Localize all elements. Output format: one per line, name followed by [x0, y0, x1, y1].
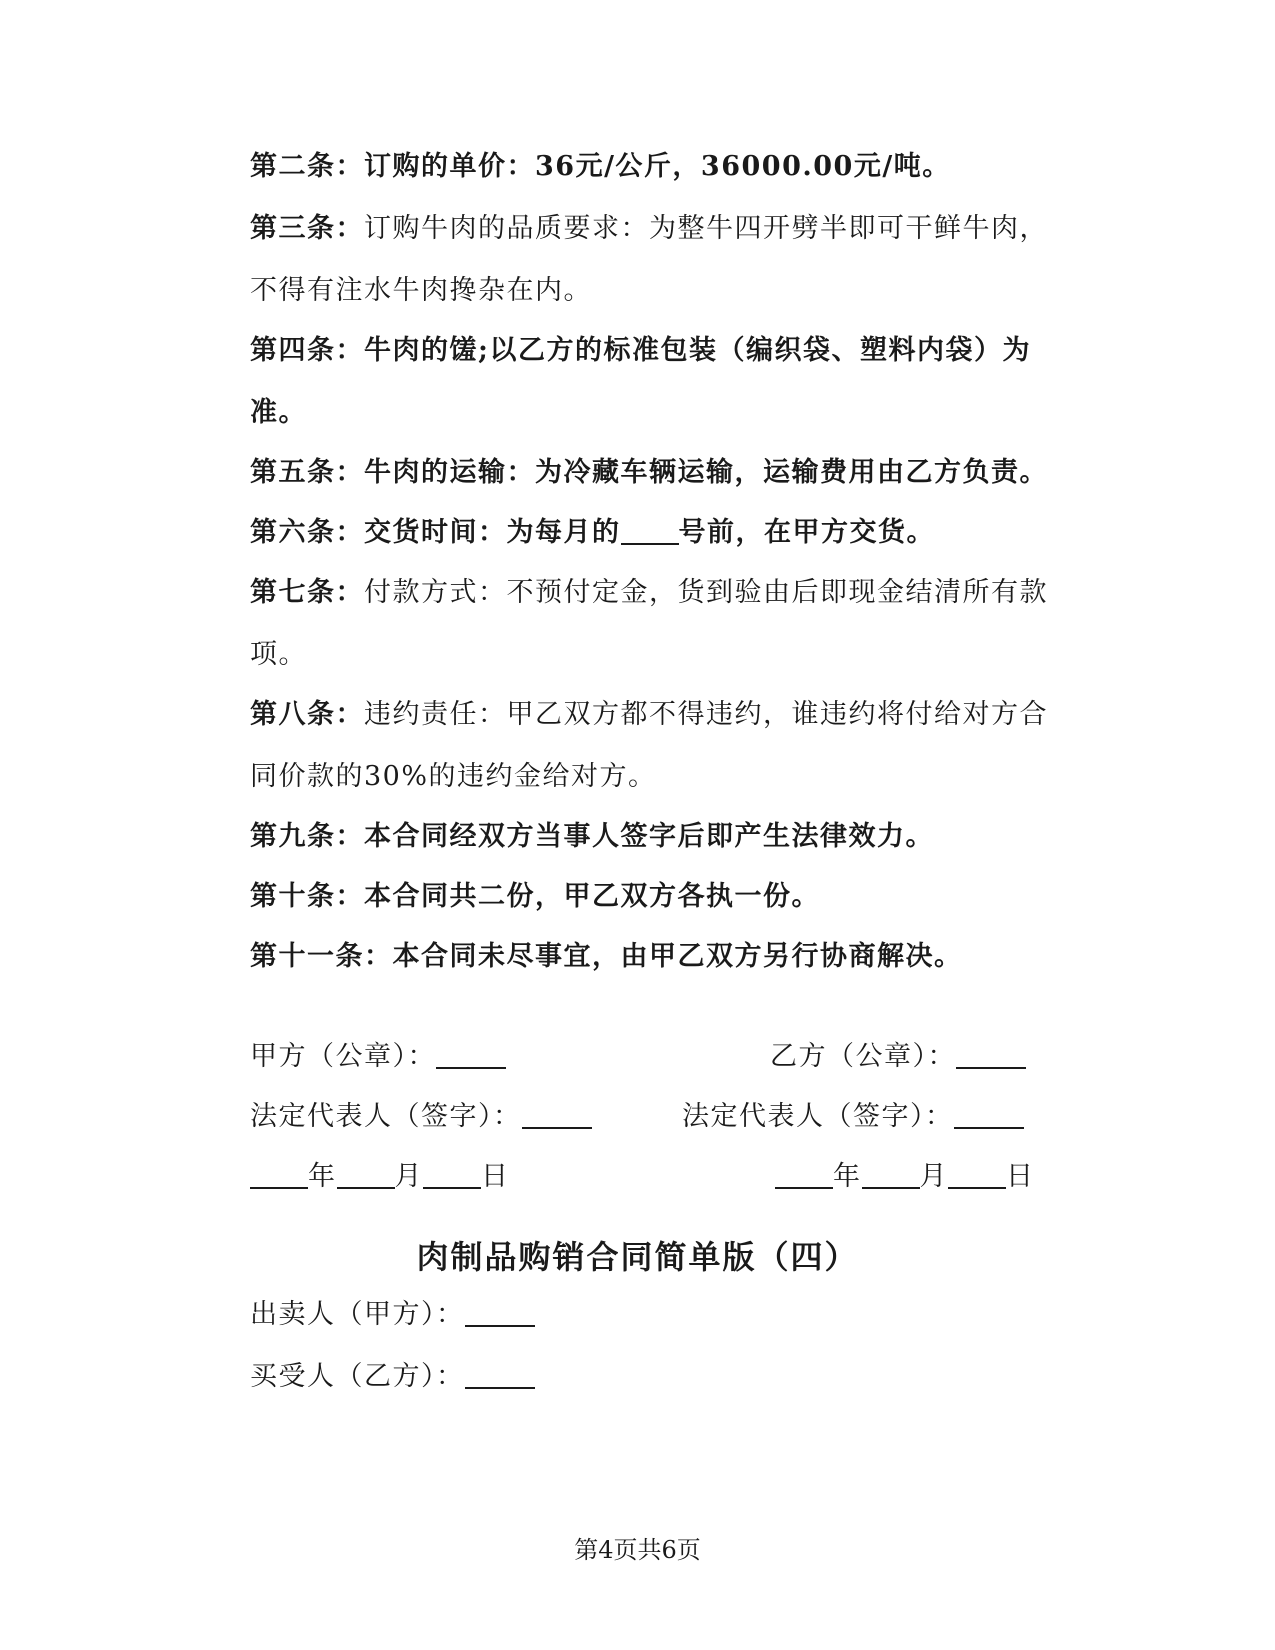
clause-label: 第五条： — [250, 457, 364, 488]
year-label: 年 — [308, 1161, 337, 1192]
party-b-seal-label: 乙方（公章）： — [770, 1041, 956, 1072]
buyer-row — [250, 1357, 535, 1397]
clause-text: 付款方式：不预付定金，货到验由后即现金结清所有款项。 — [250, 577, 1048, 670]
clause-4 — [190, 320, 1070, 444]
clause-label: 第十条： — [250, 881, 364, 912]
clause-text-after: 号前，在甲方交货。 — [678, 517, 935, 548]
day-blank — [948, 1161, 1006, 1189]
party-a-seal-label: 甲方（公章）： — [250, 1041, 436, 1072]
clause-text: 本合同经双方当事人签字后即产生法律效力。 — [364, 821, 934, 852]
buyer-blank — [465, 1361, 535, 1389]
month-label: 月 — [394, 1161, 423, 1192]
party-b-rep-row — [682, 1097, 1024, 1137]
clause-label: 第七条： — [250, 577, 364, 608]
clause-8 — [190, 684, 1070, 808]
clause-2 — [190, 136, 1070, 198]
party-b-rep-blank — [954, 1101, 1024, 1129]
clause-6 — [190, 502, 1070, 564]
clause-text: 订购牛肉的品质要求：为整牛四开劈半即可干鲜牛肉，不得有注水牛肉搀杂在内。 — [250, 213, 1048, 306]
section-title: 肉制品购销合同简单版（四） — [416, 1238, 859, 1276]
party-b-seal-blank — [956, 1041, 1026, 1069]
month-blank — [337, 1161, 395, 1189]
year-blank — [250, 1161, 308, 1189]
party-b-rep-label: 法定代表人（签字）： — [682, 1101, 954, 1132]
clause-text: 订购的单价：36元/公斤，36000.00元/吨。 — [364, 151, 951, 182]
clause-5 — [190, 442, 1070, 504]
party-b-date-row — [775, 1157, 1035, 1197]
year-blank — [775, 1161, 833, 1189]
seller-row — [250, 1295, 535, 1335]
seller-blank — [465, 1299, 535, 1327]
clause-label: 第六条： — [250, 517, 364, 548]
month-blank — [862, 1161, 920, 1189]
day-label: 日 — [481, 1161, 510, 1192]
party-a-date-row — [250, 1157, 510, 1197]
clause-label: 第十一条： — [250, 941, 393, 972]
clause-9 — [190, 806, 1070, 868]
clause-label: 第三条： — [250, 213, 364, 244]
delivery-day-blank — [621, 517, 679, 545]
page-footer: 第4页共6页 — [574, 1536, 701, 1564]
clause-label: 第八条： — [250, 699, 364, 730]
clause-text: 本合同未尽事宜，由甲乙双方另行协商解决。 — [392, 941, 963, 972]
clause-10 — [190, 866, 1070, 928]
buyer-label: 买受人（乙方）： — [250, 1361, 465, 1392]
party-a-seal-blank — [436, 1041, 506, 1069]
clause-7 — [190, 562, 1070, 686]
party-a-rep-row — [250, 1097, 592, 1137]
clause-label: 第四条： — [250, 335, 364, 366]
clause-text: 本合同共二份，甲乙双方各执一份。 — [364, 881, 820, 912]
party-a-seal-row — [250, 1037, 506, 1077]
clause-label: 第二条： — [250, 151, 364, 182]
year-label: 年 — [833, 1161, 862, 1192]
day-blank — [423, 1161, 481, 1189]
clause-11 — [190, 926, 1070, 988]
seller-label: 出卖人（甲方）： — [250, 1299, 465, 1330]
party-a-rep-blank — [522, 1101, 592, 1129]
clause-3 — [190, 198, 1070, 322]
clause-text: 牛肉的馐;以乙方的标准包装（编织袋、塑料内袋）为准。 — [250, 335, 1031, 428]
clause-text-before: 交货时间：为每月的 — [364, 517, 621, 548]
party-a-rep-label: 法定代表人（签字）： — [250, 1101, 522, 1132]
clause-text: 违约责任：甲乙双方都不得违约，谁违约将付给对方合同价款的30%的违约金给对方。 — [250, 699, 1048, 792]
day-label: 日 — [1006, 1161, 1035, 1192]
party-b-seal-row — [770, 1037, 1026, 1077]
clause-label: 第九条： — [250, 821, 364, 852]
clause-text: 牛肉的运输：为冷藏车辆运输，运输费用由乙方负责。 — [364, 457, 1048, 488]
month-label: 月 — [919, 1161, 948, 1192]
